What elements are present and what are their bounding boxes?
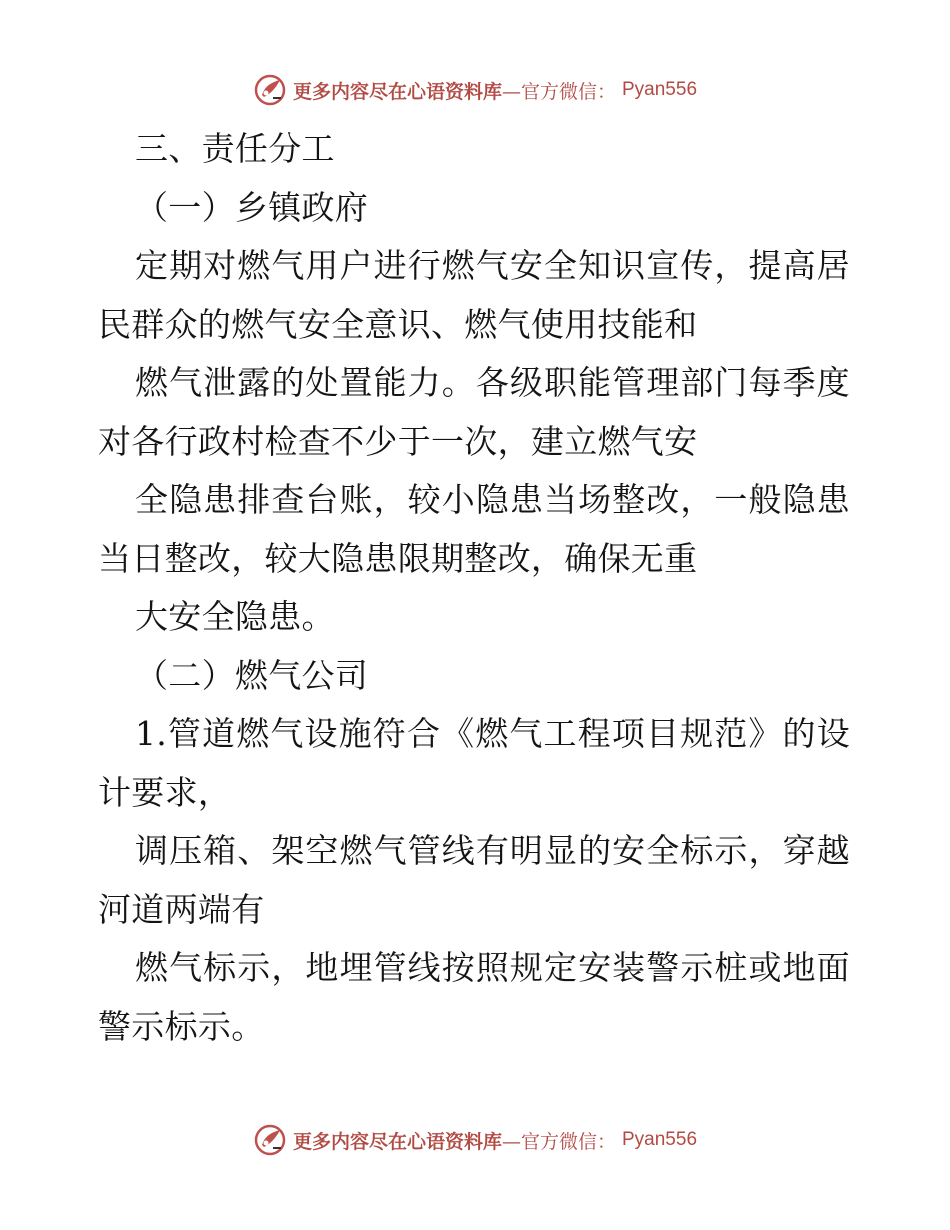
brand-logo-icon — [253, 1123, 287, 1157]
text-line: 民群众的燃气安全意识、燃气使用技能和 — [98, 304, 698, 344]
watermark-id: Pyan556 — [622, 79, 698, 100]
brand-logo-icon — [253, 73, 287, 107]
text-line: 三、责任分工 — [135, 129, 335, 168]
watermark-label: 官方微信： — [520, 1130, 616, 1153]
watermark-dash: — — [501, 80, 521, 103]
text-line: 调压箱、架空燃气管线有明显的安全标示，穿越 — [135, 831, 850, 870]
watermark-label: 官方微信： — [520, 80, 616, 103]
text-line: 当日整改，较大隐患限期整改，确保无重 — [98, 538, 698, 578]
text-line: 河道两端有 — [98, 889, 265, 929]
text-line: （二）燃气公司 — [135, 655, 369, 695]
text-line: 1.管道燃气设施符合《燃气工程项目规范》的设 — [135, 714, 850, 753]
text-line: 计要求， — [98, 772, 232, 812]
text-line: （一）乡镇政府 — [135, 187, 369, 227]
watermark-id: Pyan556 — [622, 1129, 698, 1150]
text-line: 全隐患排查台账，较小隐患当场整改，一般隐患 — [135, 480, 850, 519]
watermark-dash: — — [501, 1130, 521, 1153]
footer-watermark — [0, 1120, 950, 1160]
watermark-brand: 更多内容尽在心语资料库 — [292, 80, 502, 103]
watermark-brand: 更多内容尽在心语资料库 — [292, 1130, 502, 1153]
text-line: 对各行政村检查不少于一次，建立燃气安 — [98, 421, 698, 461]
text-line: 燃气泄露的处置能力。各级职能管理部门每季度 — [135, 363, 850, 402]
watermark-text — [293, 77, 616, 104]
text-line: 燃气标示，地埋管线按照规定安装警示桩或地面 — [135, 948, 850, 987]
text-line: 定期对燃气用户进行燃气安全知识宣传，提高居 — [135, 246, 850, 285]
text-line: 警示标示。 — [98, 1006, 265, 1046]
header-watermark — [0, 70, 950, 110]
text-line: 大安全隐患。 — [135, 597, 335, 636]
watermark-text — [293, 1127, 616, 1154]
document-body — [98, 120, 850, 1056]
